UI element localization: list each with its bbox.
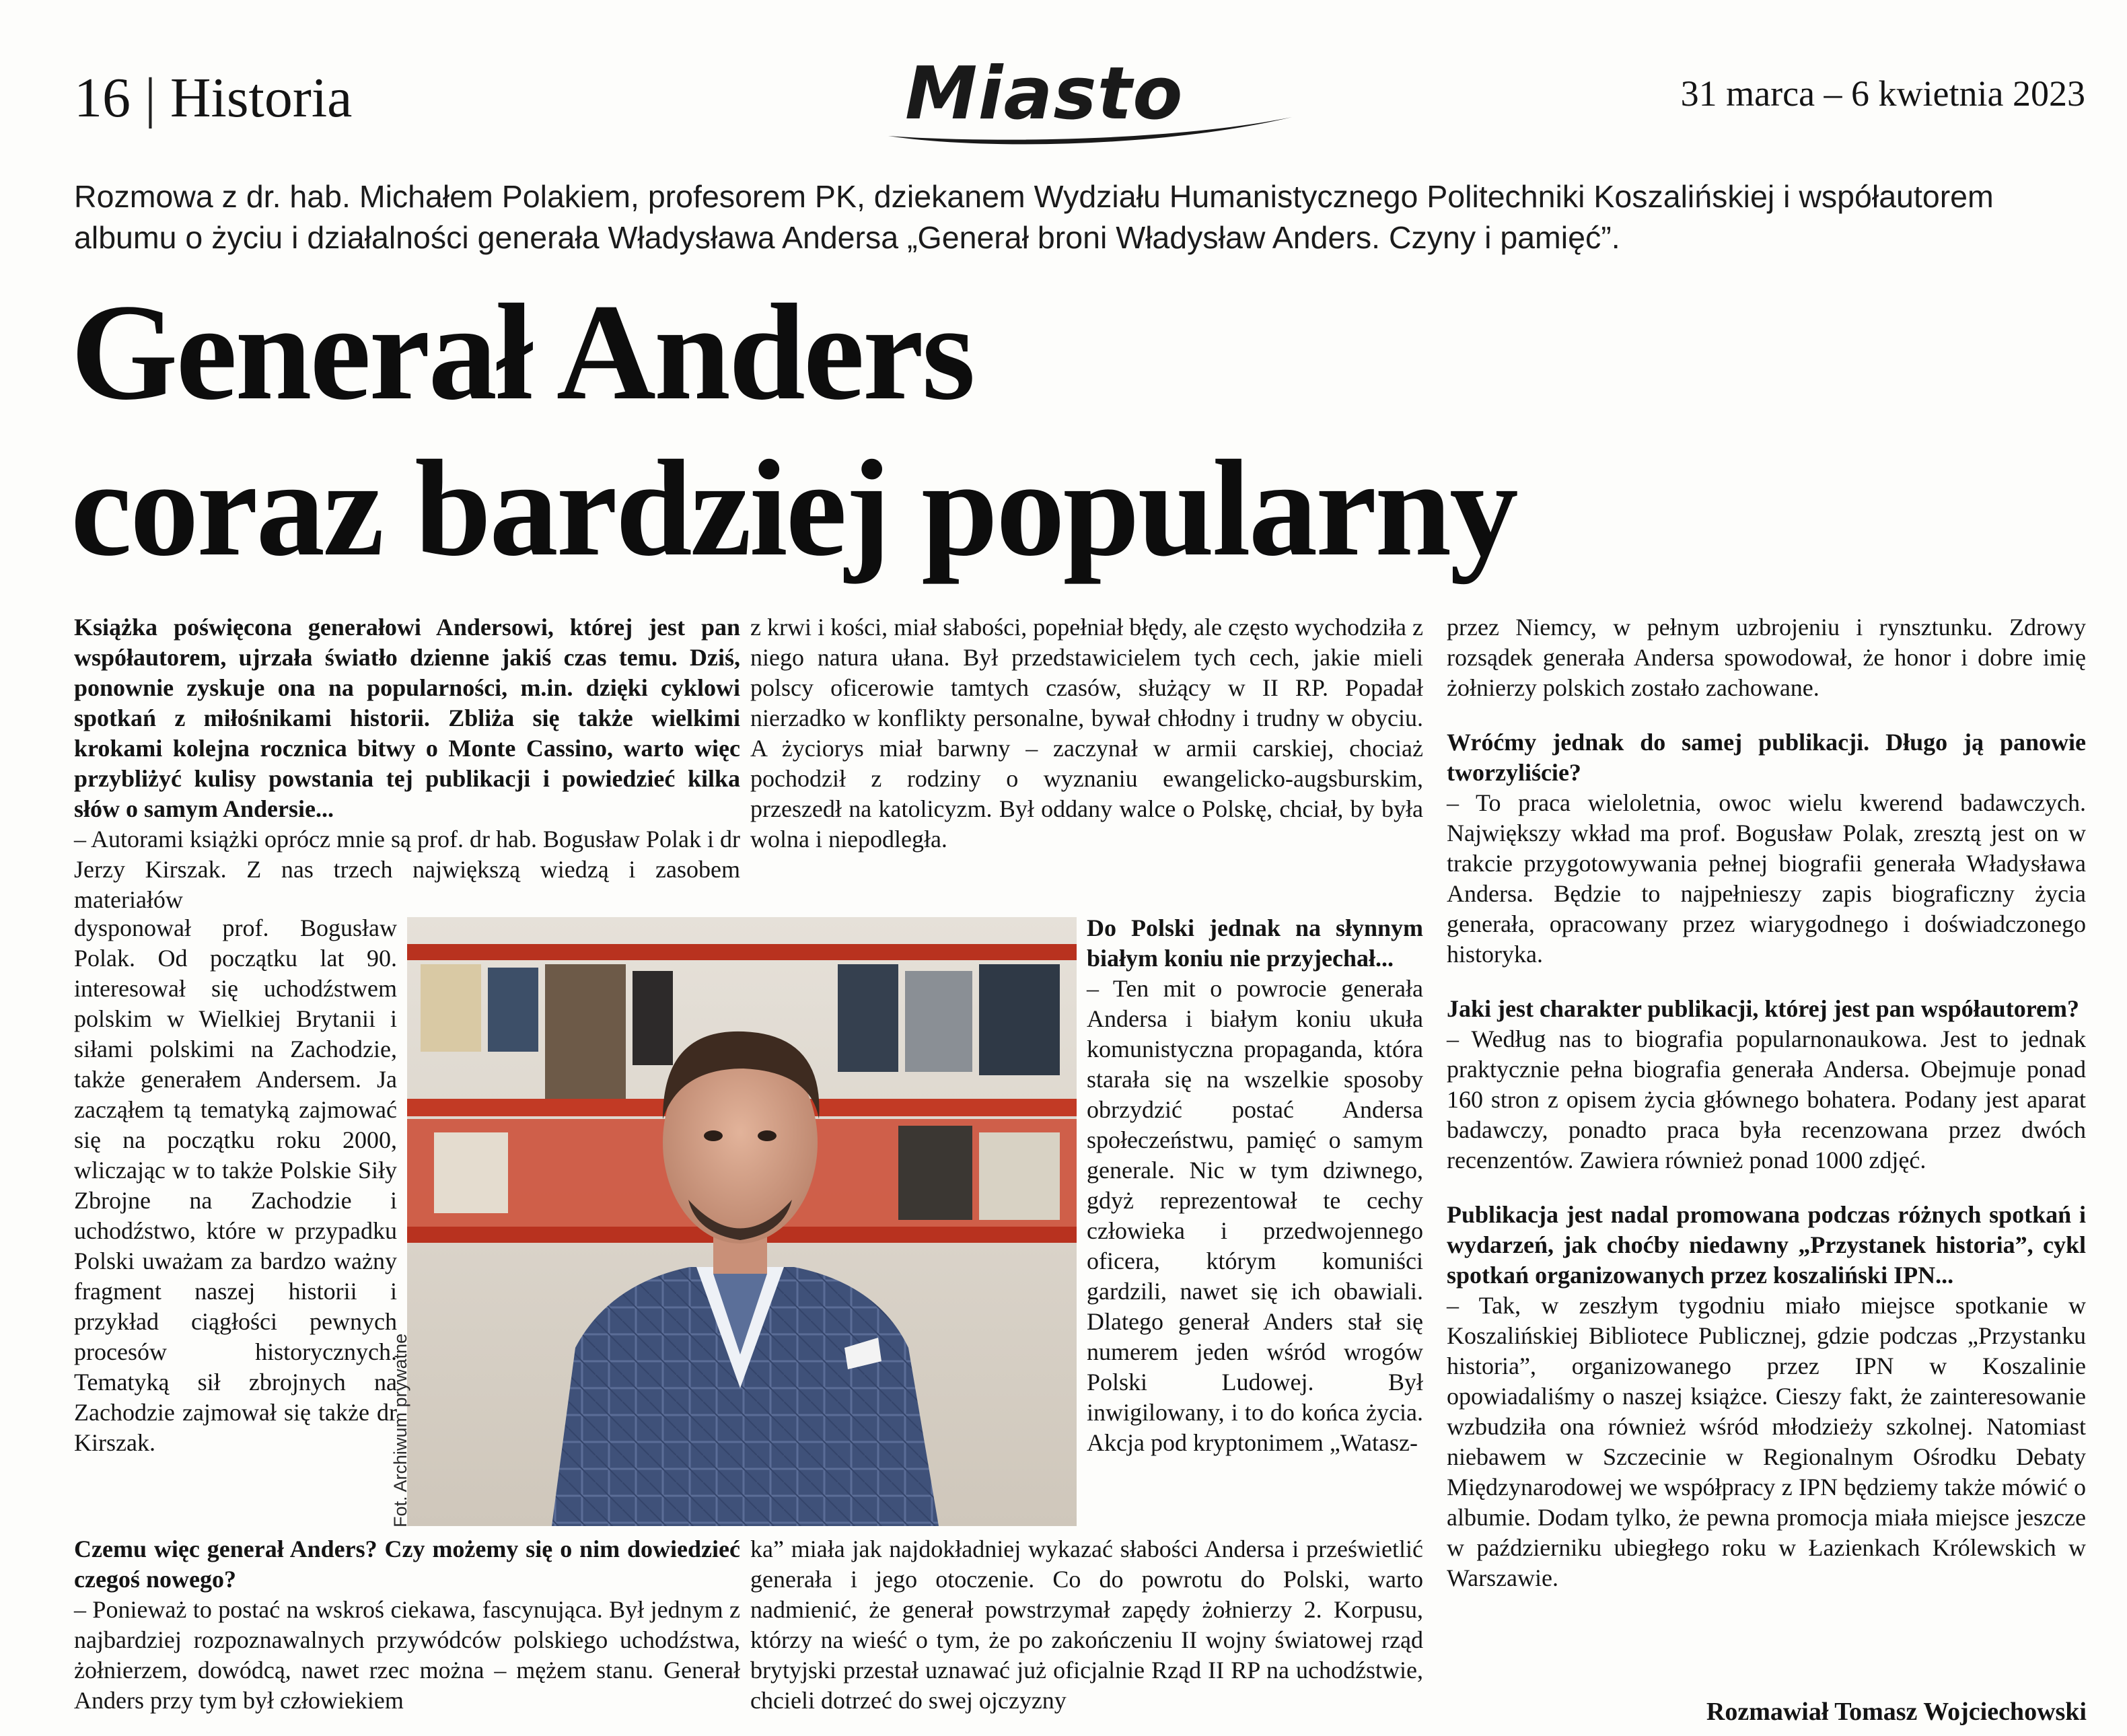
question-4: Wróćmy jednak do samej publikacji. Długo ją panowie tworzyliście? [1447,729,2086,786]
folio-separator: | [145,67,156,129]
column-2-bottom [750,1534,1423,1716]
column-3 [1447,612,2086,1593]
answer-1-wide: – Autorami książki oprócz mnie są prof. dr hab. Bogusław Polak i dr Jerzy Kirszak. Z nas trzech największą wiedzą i zasobem materiałów [74,826,740,913]
answer-6: – Tak, w zeszłym tygodniu miało miejsce spotkanie w Koszalińskiej Bibliotece Publicznej, gdzie podczas „Przystanku historia”, organizowanego przez IPN w Koszalinie opowiadaliśmy o naszej książce. Cieszy fakt, że zainteresowanie wzbudziła ona również wśród młodzieży szkolnej. Natomiast niebawem w Szczecinie w Regionalnym Ośrodku Debaty Międzynarodowej we współpracy z IPN będziemy także mówić o albumie. Dodam tylko, że pewna promocja miała miejsce jeszcze w październiku ubiegłego roku w Łazienkach Królewskich w Warszawie. [1447,1292,2086,1591]
answer-3-narrow: – Ten mit o powrocie generała Andersa i białym koniu ukuła komunistyczna propaganda, która starała się na wszelkie sposoby obrzydzić postać Andersa społeczeństwu, pamięć o samym generale. Nic w tym dziwnego, gdyż reprezentował te cechy człowieka i przedwojennego oficera, którym komuniści gardzili, nawet się ich obawiali. Dlatego generał Anders stał się numerem jeden wśród wrogów Polski Ludowej. Był inwigilowany, i to do końca życia. Akcja pod kryptonimem „Watasz- [1087,975,1423,1456]
article-headline [71,275,1955,587]
answer-3-end: przez Niemcy, w pełnym uzbrojeniu i rynsztunku. Zdrowy rozsądek generała Andersa spowodował, że honor i dobre imię żołnierzy polskich zostało zachowane. [1447,614,2086,701]
article-byline: Rozmawiał Tomasz Wojciechowski [1706,1698,2087,1726]
portrait-photo [407,917,1077,1526]
answer-2-continued: z krwi i kości, miał słabości, popełniał błędy, ale często wychodziła z niego natura ułana. Był przedstawicielem tych cech, jakie mieli polscy oficerowie tamtych czasów, służący w II RP. Popadał nierzadko w konflikty personalne, bywał chłodny i trudny w obyciu. A życiorys miał barwny – zaczynał w armii carskiej, chociaż pochodził z rodziny o wyznaniu ewangelicko-augsburskim, przeszedł na katolicyzm. Był oddany walce o Polskę, chciał, by była wolna i niepodległa. [750,614,1423,853]
answer-1-narrow: dysponował prof. Bogusław Polak. Od początku lat 90. interesował się uchodźstwem polskim w Wielkiej Brytanii i siłami polskimi na Zachodzie, także generałem Andersem. Ja zacząłem tą tematyką zajmować się na początku roku 2000, wliczając w to także Polskie Siły Zbrojne na Zachodzie i uchodźstwo, które w przypadku Polski uważam za bardzo ważny fragment naszej historii i przykład ciągłości pewnych procesów historycznych. Tematyką sił zbrojnych na Zachodzie zajmował się także dr Kirszak. [74,914,397,1456]
headline-line-2: coraz bardziej popularny [71,432,1517,585]
question-5: Jaki jest charakter publikacji, której jest pan współautorem? [1447,995,2079,1022]
question-2: Czemu więc generał Anders? Czy możemy się o nim dowiedzieć czegoś nowego? [74,1535,740,1593]
page-folio [74,67,353,129]
answer-2: – Ponieważ to postać na wskroś ciekawa, fascynująca. Był jednym z najbardziej rozpoznawalnych przywódców polskiego uchodźstwa, żołnierzem, dowódcą, nawet rzec można – mężem stanu. Generał Anders przy tym był człowiekiem [74,1596,740,1714]
column-1-narrow [74,913,397,1458]
article-intro: Rozmowa z dr. hab. Michałem Polakiem, profesorem PK, dziekanem Wydziału Humanistycznego Politechniki Koszalińskiej i współautorem albumu o życiu i działalności generała Władysława Andersa „Generał broni Władysław Anders. Czyny i pamięć”. [74,179,1994,255]
answer-5: – Według nas to biografia popularnonaukowa. Jest to jednak praktycznie pełna biografia generała Andersa. Obejmuje ponad 160 stron z opisem życia głównego bohatera. Podany jest aparat badawczy, ponadto praca była recenzowana przez dwóch recenzentów. Zawiera również ponad 1000 zdjęć. [1447,1025,2086,1173]
page-number: 16 [74,67,131,129]
column-2-top [750,612,1423,855]
column-1-top [74,612,740,915]
lead-question: Książka poświęcona generałowi Andersowi, której jest pan współautorem, ujrzała światło dzienne jakiś czas temu. Dziś, ponownie zyskuje ona na popularności, m.in. dzięki cyklowi spotkań z miłośnikami historii. Zbliża się także wielkimi krokami kolejna rocznica bitwy o Monte Cassino, warto więc przybliżyć kulisy powstania tej publikacji i powiedzieć kilka słów o samym Andersie... [74,614,740,822]
section-name: Historia [170,67,353,129]
logo-wordmark: Miasto [905,52,1184,136]
answer-4: – To praca wieloletnia, owoc wielu kwerend badawczych. Największy wkład ma prof. Bogusław Polak, zresztą jest on w trakcie przygotowywania pełnej biografii generała Władysława Andersa. Będzie to najpełnieszy zapis biograficzny życia generała, opracowany przez wiarygodnego i doświadczonego historyka. [1447,789,2086,968]
question-3: Do Polski jednak na słynnym białym koniu nie przyjechał... [1087,914,1423,972]
headline-line-1: Generał Anders [71,276,974,429]
answer-3-wide: ka” miała jak najdokładniej wykazać słabości Andersa i prześwietlić generała i jego otoczenie. Co do powrotu do Polski, warto nadmienić, że generał powstrzymał zapędy żołnierzy 2. Korpusu, którzy na wieść o tym, że po zakończeniu II wojny światowej rząd brytyjski przestał uznawać już oficjalnie Rząd II RP na uchodźstwie, chcieli dotrzeć do swej ojczyzny [750,1535,1423,1714]
column-1-bottom [74,1534,740,1716]
portrait-photo-icon [407,917,1077,1526]
question-6: Publikacja jest nadal promowana podczas różnych spotkań i wydarzeń, jak choćby niedawny „Przystanek historia”, cykl spotkań organizowanych przez koszaliński IPN... [1447,1201,2086,1289]
column-2-narrow [1087,913,1423,1458]
issue-date: 31 marca – 6 kwietnia 2023 [1680,73,2085,114]
photo-credit: Fot. Archiwum prywatne [390,1333,410,1527]
newspaper-logo [885,52,1295,136]
